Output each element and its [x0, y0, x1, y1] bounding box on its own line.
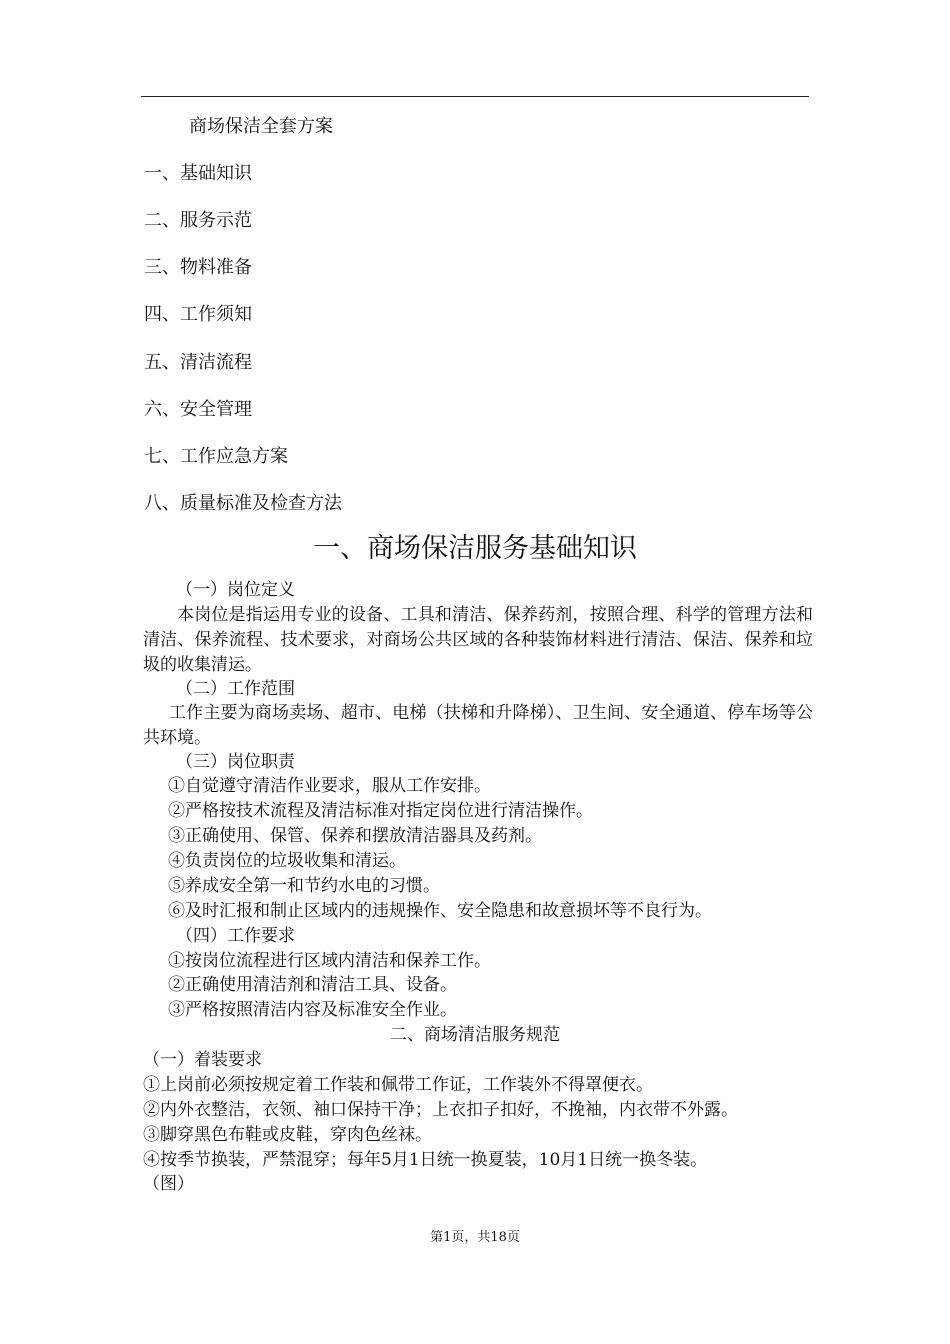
toc-item: 八、质量标准及检查方法 [144, 493, 342, 514]
subsection-title: （一）岗位定义 [176, 580, 295, 600]
subsection-title: （二）工作范围 [176, 679, 295, 699]
paragraph: 本岗位是指运用专业的设备、工具和清洁、保养药剂，按照合理、科学的管理方法和清洁、保养流程、技术要求，对商场公共区域的各种装饰材料进行清洁、保洁、保养和垃圾的收集清运。 [143, 605, 813, 675]
list-item: ①自觉遵守清洁作业要求，服从工作安排。 [168, 776, 491, 796]
page-footer: 第1页，共18页 [430, 1230, 520, 1245]
figure-note: （图） [143, 1174, 194, 1194]
document-title: 商场保洁全套方案 [189, 116, 333, 137]
toc-item: 四、工作须知 [144, 304, 252, 325]
subsection-title: （三）岗位职责 [176, 752, 295, 772]
list-item: ③正确使用、保管、保养和摆放清洁器具及药剂。 [168, 826, 542, 846]
toc-item: 一、基础知识 [144, 163, 252, 184]
toc-item: 七、工作应急方案 [144, 446, 288, 467]
list-item: ①按岗位流程进行区域内清洁和保养工作。 [168, 951, 491, 971]
list-item: ④按季节换装，严禁混穿；每年5月1日统一换夏装，10月1日统一换冬装。 [143, 1150, 708, 1170]
list-item: ②正确使用清洁剂和清洁工具、设备。 [168, 975, 457, 995]
section-heading: 二、商场清洁服务规范 [390, 1025, 560, 1045]
toc-item: 二、服务示范 [144, 210, 252, 231]
list-item: ②内外衣整洁，衣领、袖口保持干净；上衣扣子扣好，不挽袖，内衣带不外露。 [143, 1100, 738, 1120]
header-rule [141, 96, 809, 97]
list-item: ①上岗前必须按规定着工作装和佩带工作证，工作装外不得罩便衣。 [143, 1075, 653, 1095]
subsection-title: （四）工作要求 [176, 926, 295, 946]
toc-item: 五、清洁流程 [144, 352, 252, 373]
section-heading: 一、商场保洁服务基础知识 [313, 533, 637, 564]
toc-item: 六、安全管理 [144, 399, 252, 420]
paragraph: 工作主要为商场卖场、超市、电梯（扶梯和升降梯）、卫生间、安全通道、停车场等公共环境。 [143, 703, 813, 748]
list-item: ②严格按技术流程及清洁标准对指定岗位进行清洁操作。 [168, 801, 593, 821]
list-item: ⑤养成安全第一和节约水电的习惯。 [168, 876, 440, 896]
list-item: ③严格按照清洁内容及标准安全作业。 [168, 1000, 457, 1020]
toc-item: 三、物料准备 [144, 257, 252, 278]
subsection-title: （一）着装要求 [143, 1050, 262, 1070]
list-item: ⑥及时汇报和制止区域内的违规操作、安全隐患和故意损坏等不良行为。 [168, 901, 712, 921]
list-item: ③脚穿黑色布鞋或皮鞋，穿肉色丝袜。 [143, 1125, 432, 1145]
list-item: ④负责岗位的垃圾收集和清运。 [168, 851, 406, 871]
